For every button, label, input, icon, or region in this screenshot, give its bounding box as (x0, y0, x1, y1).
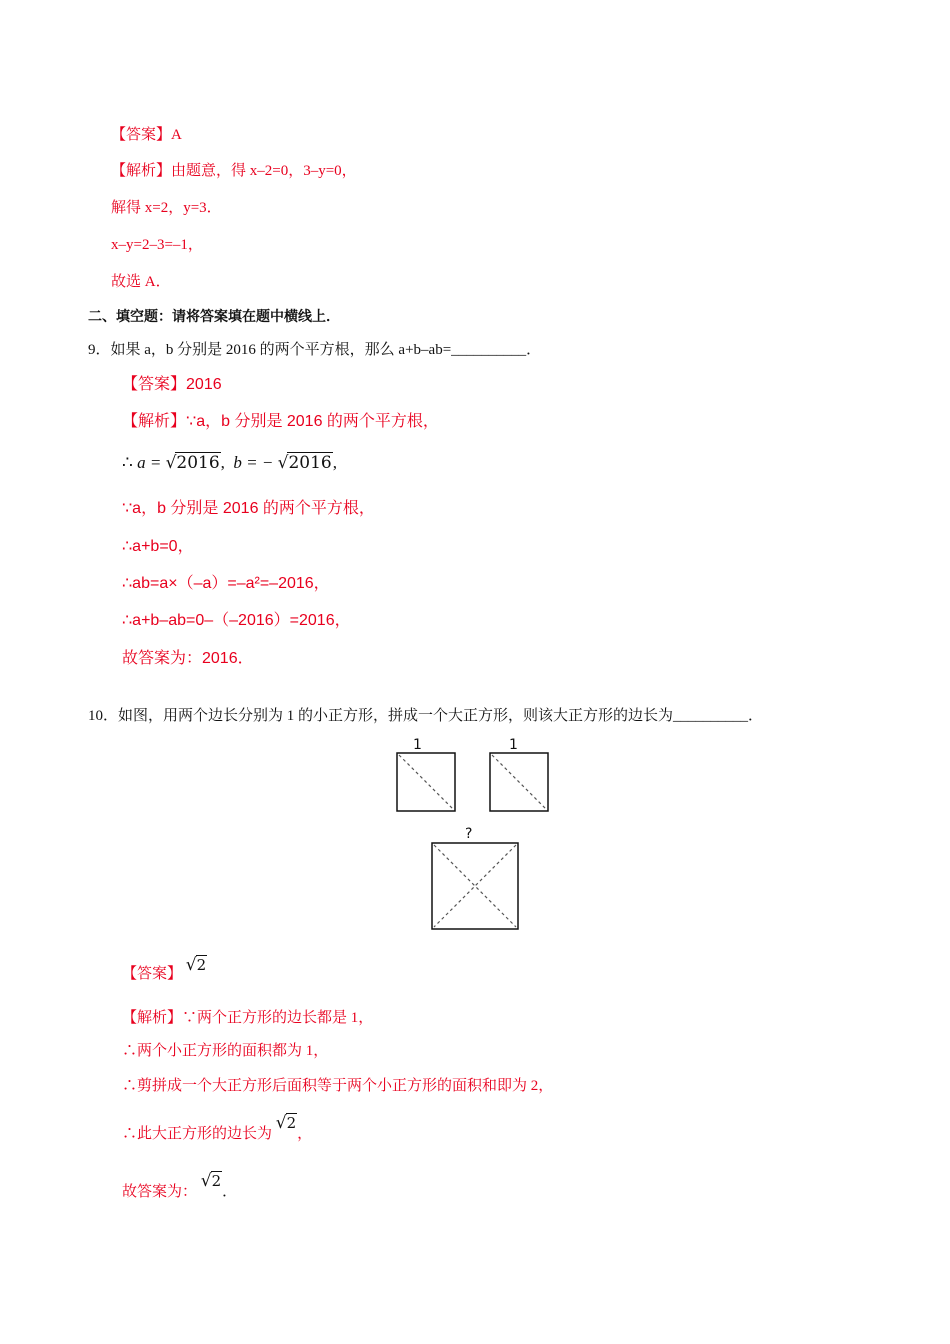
q10-analysis-label: 【解析】 (122, 1010, 183, 1026)
small-square-left-label: 1 (413, 737, 422, 753)
q10-analysis-line-5-suffix: ． (222, 1184, 238, 1200)
q8-analysis-line-1 (111, 163, 357, 180)
q9-analysis-line-1 (122, 413, 439, 431)
q10-analysis-line-4-prefix: ∴此大正方形的边长为 (122, 1126, 273, 1142)
q10-analysis-line-2: ∴两个小正方形的面积都为 1， (122, 1043, 329, 1059)
small-square-right-label: 1 (509, 737, 518, 753)
q9-sqrt-2: √2016 (277, 453, 332, 473)
q10-answer-sqrt: √2 (185, 955, 207, 975)
q9-math-comma: , (220, 453, 225, 472)
q9-answer-label: 【答案】 (122, 376, 187, 393)
q9-question (88, 342, 541, 359)
q9-text: 如果 a，b 分别是 2016 的两个平方根，那么 a+b–ab=__________． (110, 342, 542, 358)
q9-analysis-line-3: ∵a，b 分别是 2016 的两个平方根， (122, 500, 375, 517)
q10-analysis-line-4-radicand: 2 (286, 1114, 297, 1132)
q10-question (88, 708, 763, 725)
q10-analysis-line-4-suffix: ， (297, 1126, 313, 1142)
q10-analysis-line-5-prefix: 故答案为： (122, 1184, 198, 1200)
q9-analysis-line-7: 故答案为：2016． (122, 650, 254, 667)
q9-analysis-text-1: ∵a，b 分别是 2016 的两个平方根， (186, 413, 439, 430)
q9-analysis-line-5: ∴ab=a×（–a）=–a²=–2016， (122, 575, 330, 592)
q8-answer-label: 【答案】 (111, 127, 172, 143)
q10-analysis-line-5 (122, 1171, 238, 1200)
q8-analysis-line-3: x–y=2–3=–1， (111, 237, 203, 253)
q9-sqrt-2-radicand: 2016 (288, 453, 332, 473)
q10-answer-line (122, 955, 207, 982)
q10-analysis-line-4 (122, 1113, 313, 1142)
q8-answer-value: A (171, 127, 182, 143)
q9-sqrt-1-radicand: 2016 (176, 453, 220, 473)
q10-answer-label: 【答案】 (122, 966, 183, 982)
q9-math-a: a = (137, 453, 162, 472)
q9-answer-line (122, 376, 222, 394)
big-square (432, 843, 518, 929)
q8-analysis-label: 【解析】 (111, 163, 172, 179)
q10-answer-radicand: 2 (196, 956, 207, 974)
q10-text: 如图，用两个边长分别为 1 的小正方形，拼成一个大正方形，则该大正方形的边长为__________． (118, 708, 764, 724)
q9-math-b: b = − (233, 453, 274, 472)
q10-analysis-line-5-sqrt: √2 (200, 1171, 222, 1191)
q8-answer-line (111, 127, 182, 144)
q10-squares-figure (393, 735, 553, 935)
q9-analysis-line-4: ∴a+b=0， (122, 538, 194, 555)
q9-math-line (122, 454, 337, 473)
q8-analysis-text-1: 由题意，得 x–2=0，3–y=0， (171, 163, 357, 179)
big-square-label: ? (465, 826, 473, 842)
q10-number: 10． (88, 708, 119, 724)
q10-analysis-line-5-radicand: 2 (211, 1172, 222, 1190)
q8-analysis-line-4: 故选 A． (111, 274, 171, 290)
q10-analysis-line-1 (122, 1010, 373, 1027)
q9-math-end: , (332, 453, 337, 472)
q9-math-therefore: ∴ (122, 453, 133, 472)
q9-answer-value: 2016 (186, 376, 222, 393)
q10-analysis-line-4-sqrt: √2 (275, 1113, 297, 1133)
small-square-right-diagonal (492, 755, 546, 809)
q10-analysis-text-1: ∵两个正方形的边长都是 1， (182, 1010, 374, 1026)
q9-analysis-line-6: ∴a+b–ab=0–（–2016）=2016， (122, 612, 351, 629)
small-square-left-diagonal (399, 755, 453, 809)
q9-number: 9． (88, 342, 111, 358)
section-heading: 二、填空题：请将答案填在题中横线上． (88, 309, 340, 325)
q10-analysis-line-3: ∴剪拼成一个大正方形后面积等于两个小正方形的面积和即为 2， (122, 1078, 554, 1094)
q9-analysis-label: 【解析】 (122, 413, 187, 430)
q9-sqrt-1: √2016 (165, 453, 220, 473)
q8-analysis-line-2: 解得 x=2，y=3． (111, 200, 222, 216)
